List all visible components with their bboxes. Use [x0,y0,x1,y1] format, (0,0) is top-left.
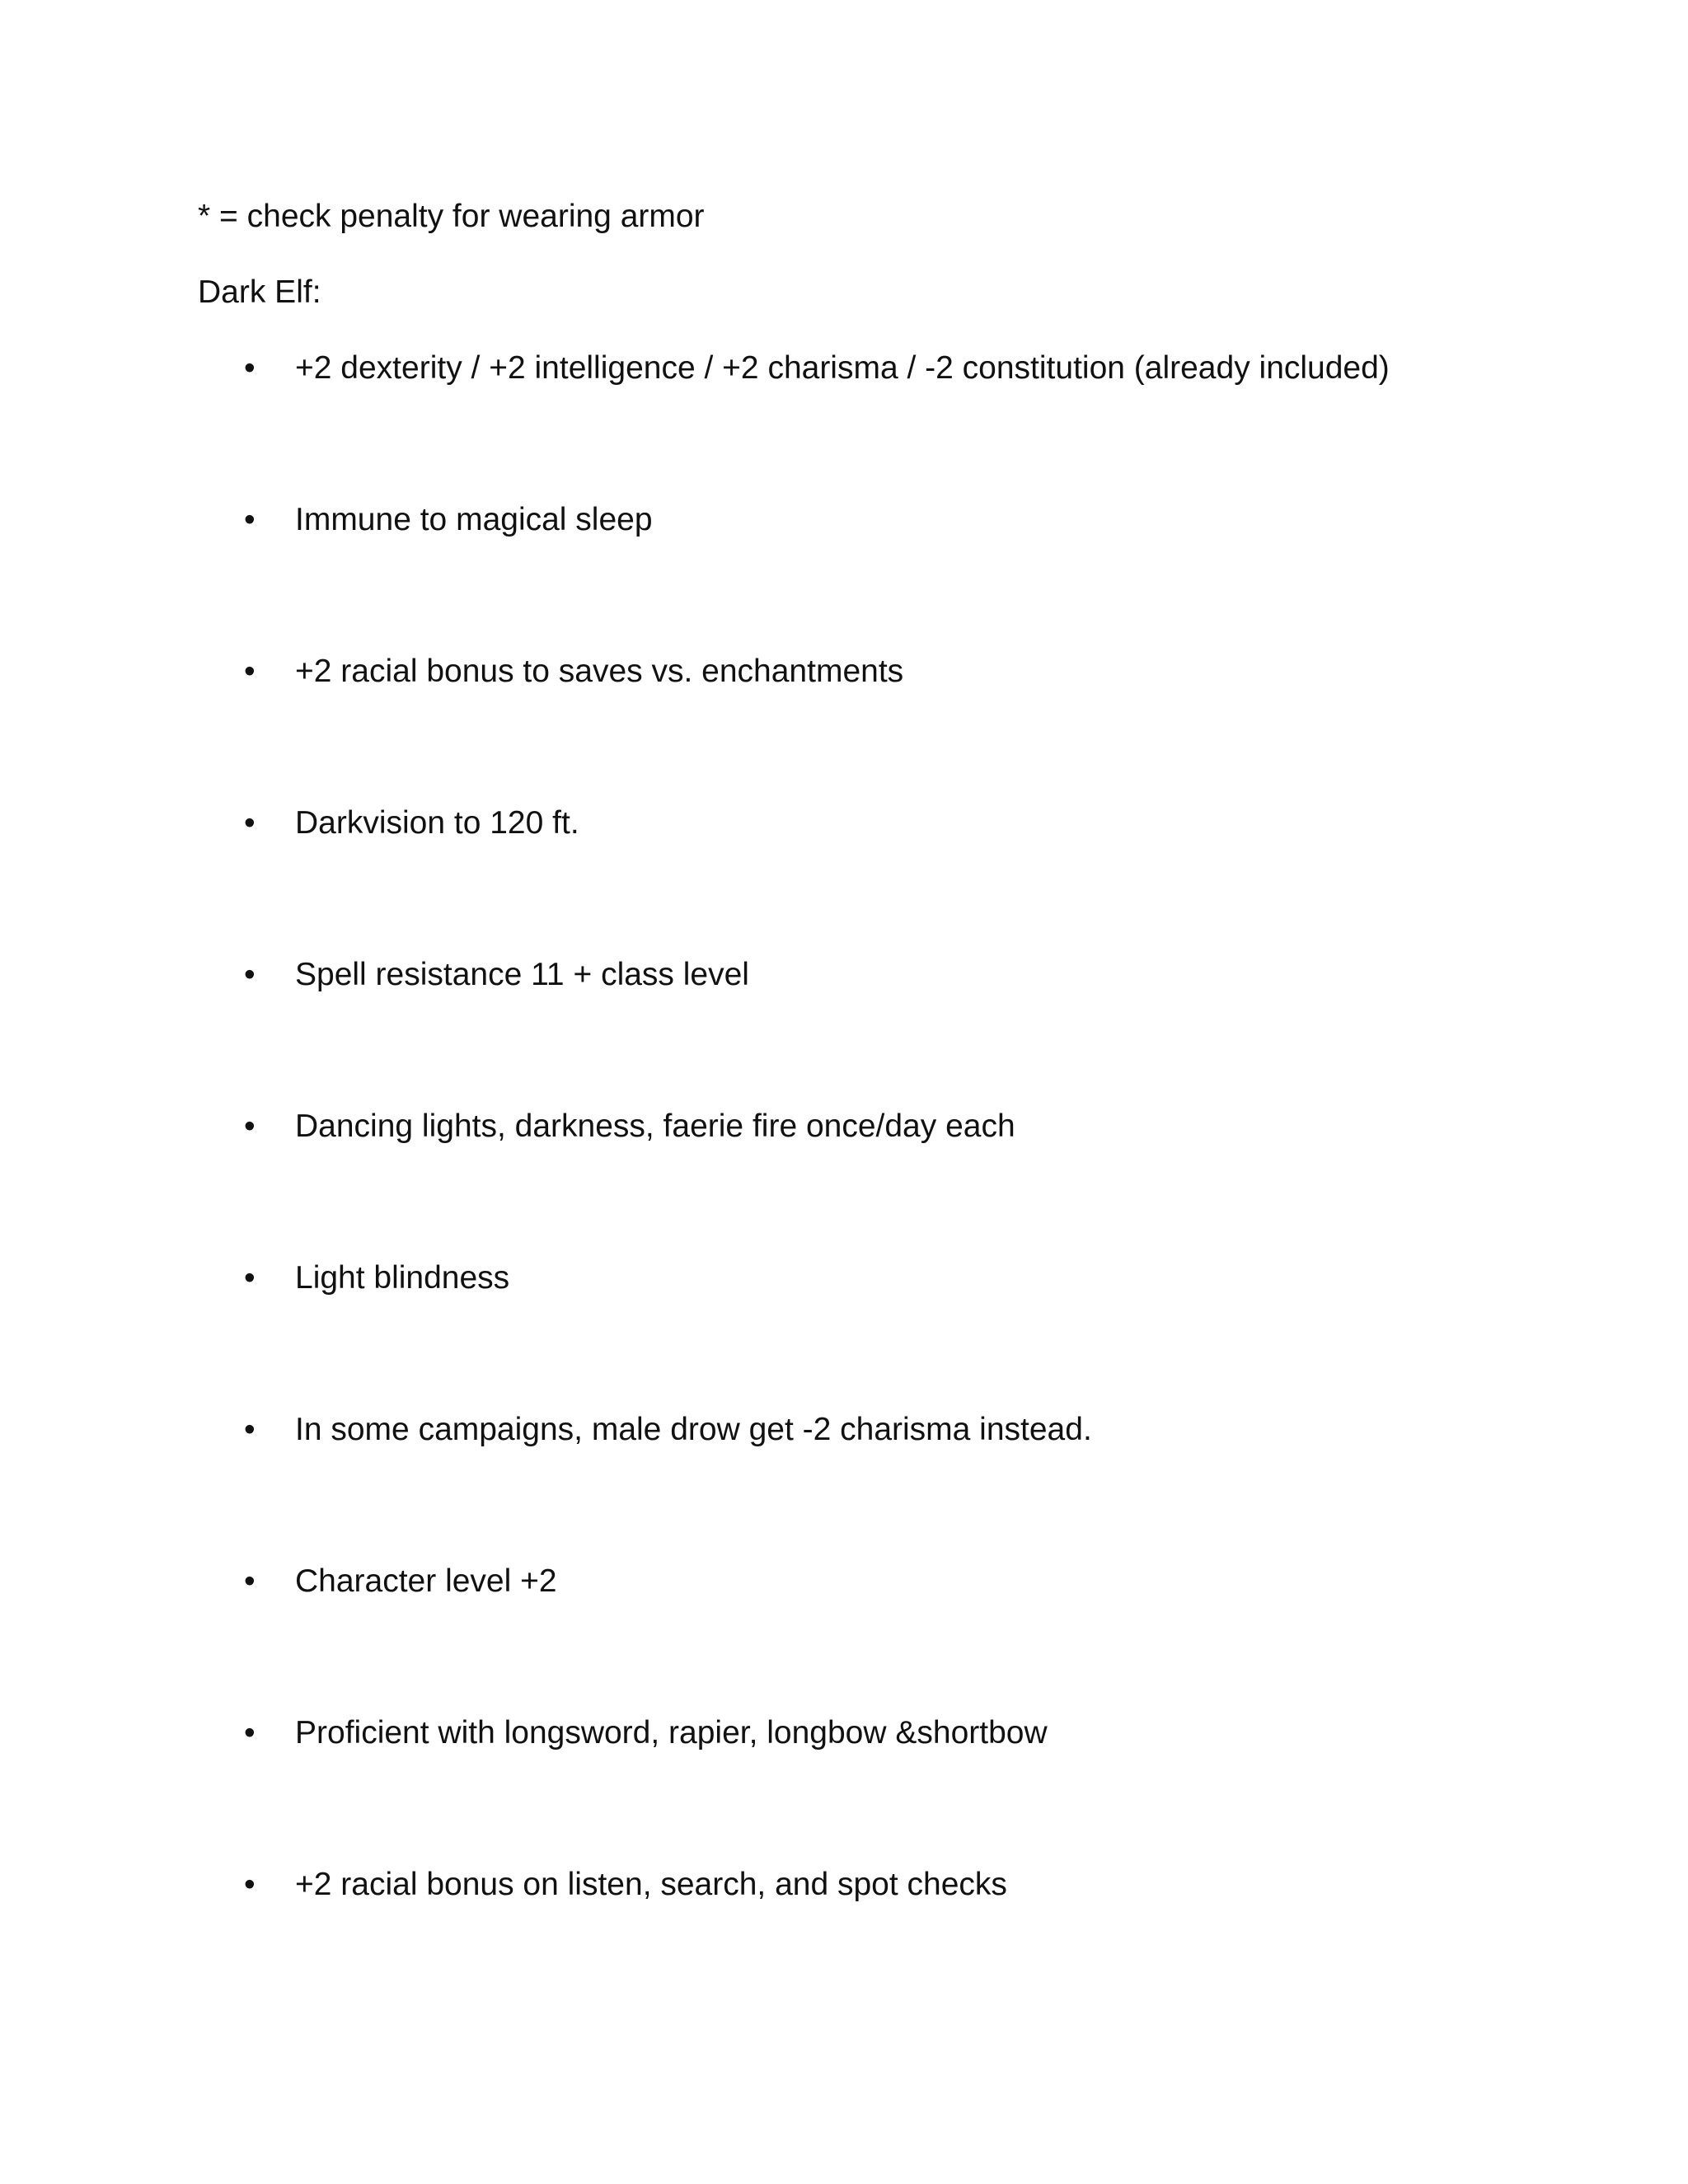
list-item [0,1561,1688,1713]
bullet-icon: • [244,805,256,841]
list-item [0,1864,1688,2016]
trait-text: Spell resistance 11 + class level [295,957,749,992]
trait-text: +2 dexterity / +2 intelligence / +2 charisma / -2 constitution (already included) [295,350,1390,386]
trait-text: Darkvision to 120 ft. [295,805,579,841]
list-item [0,1258,1688,1409]
bullet-icon: • [244,654,256,689]
bullet-icon: • [244,1715,256,1750]
list-item [0,803,1688,954]
bullet-icon: • [244,1412,256,1447]
trait-text: Proficient with longsword, rapier, longbow &shortbow [295,1715,1048,1750]
trait-text: Immune to magical sleep [295,502,653,537]
bullet-icon: • [244,1108,256,1144]
list-item [0,651,1688,803]
trait-text: +2 racial bonus to saves vs. enchantments [295,654,904,689]
bullet-icon: • [244,1260,256,1296]
list-item [0,499,1688,651]
armor-penalty-note: * = check penalty for wearing armor [198,199,705,234]
bullet-icon: • [244,350,256,386]
bullet-icon: • [244,957,256,992]
bullet-icon: • [244,1867,256,1902]
bullet-icon: • [244,1563,256,1599]
bullet-icon: • [244,502,256,537]
race-heading: Dark Elf: [198,274,321,310]
trait-text: Character level +2 [295,1563,557,1599]
list-item [0,954,1688,1106]
list-item [0,1713,1688,1864]
list-item [0,1409,1688,1561]
list-item [0,1106,1688,1258]
trait-list [0,348,1688,2016]
trait-text: Light blindness [295,1260,510,1296]
trait-text: In some campaigns, male drow get -2 charisma instead. [295,1412,1092,1447]
list-item [0,348,1688,499]
trait-text: +2 racial bonus on listen, search, and spot checks [295,1867,1007,1902]
trait-text: Dancing lights, darkness, faerie fire once/day each [295,1108,1015,1144]
